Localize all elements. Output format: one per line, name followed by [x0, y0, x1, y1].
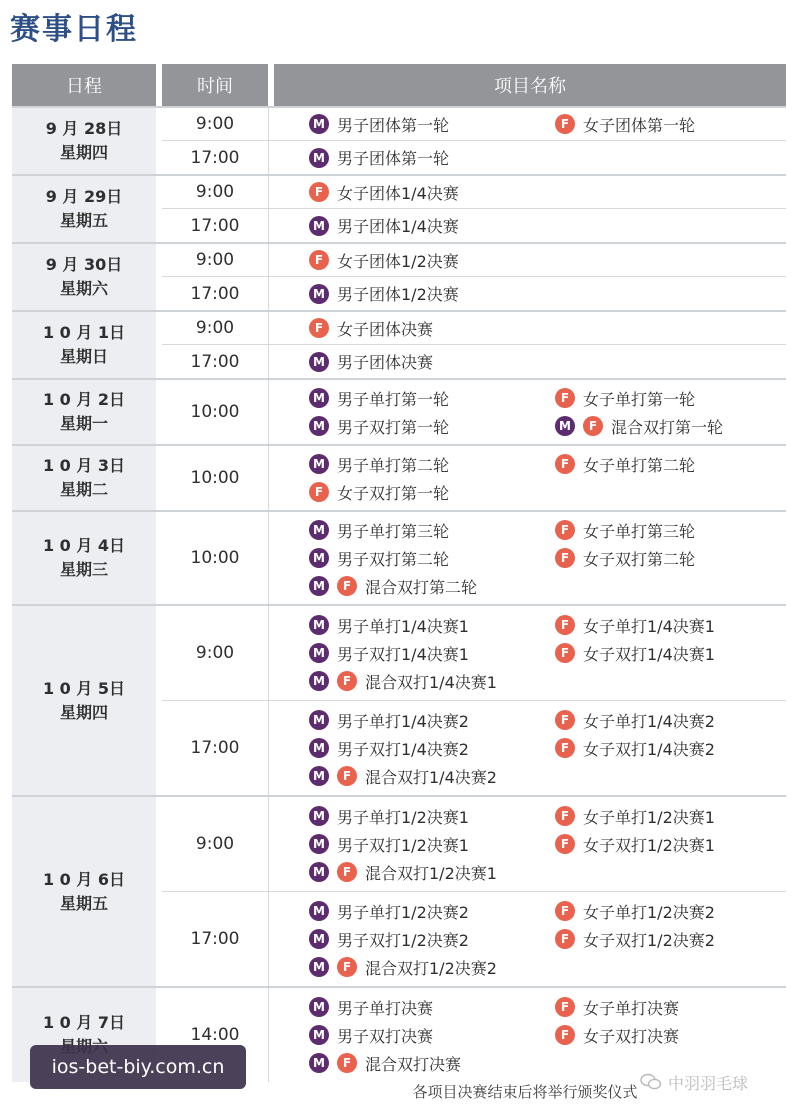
men-badge-icon: M — [309, 997, 329, 1017]
event-item — [555, 547, 695, 570]
event-line — [309, 858, 786, 886]
day-group — [12, 604, 786, 795]
event-item — [309, 833, 555, 856]
day-group — [12, 106, 786, 174]
event-item — [555, 900, 715, 923]
date-label: 1 0 月 4日 — [42, 536, 126, 555]
event-item — [309, 614, 555, 637]
events-cell — [269, 312, 786, 344]
events-cell — [269, 277, 786, 310]
date-label: 9 月 28日 — [45, 119, 123, 138]
event-line — [309, 478, 786, 506]
day-group — [12, 174, 786, 242]
time-cell: 14:00 — [162, 988, 269, 1082]
women-badge-icon: F — [309, 318, 329, 338]
event-line — [309, 734, 786, 762]
event-name: 女子团体1/2决赛 — [337, 251, 459, 271]
event-name: 男子团体决赛 — [337, 353, 434, 372]
watermark-account-name: 中羽羽毛球 — [668, 1073, 749, 1093]
event-name: 女子单打第二轮 — [583, 455, 696, 475]
men-badge-icon: M — [309, 1025, 329, 1045]
event-line — [309, 925, 786, 953]
event-item — [309, 547, 555, 570]
women-badge-icon: F — [555, 929, 575, 949]
event-item — [309, 1052, 555, 1075]
women-badge-icon: F — [555, 710, 575, 730]
event-item — [309, 415, 555, 438]
time-cell: 9:00 — [162, 797, 269, 891]
women-badge-icon: F — [555, 738, 575, 758]
event-name: 女子单打1/4决赛1 — [583, 616, 715, 636]
event-item — [555, 642, 715, 665]
events-cell — [269, 108, 786, 140]
event-item — [309, 146, 555, 169]
men-badge-icon: M — [309, 114, 329, 134]
time-slots — [162, 446, 786, 510]
men-badge-icon: M — [309, 615, 329, 635]
event-item — [555, 928, 715, 951]
men-badge-icon: M — [309, 901, 329, 921]
event-line — [309, 544, 786, 572]
schedule-table — [12, 64, 786, 1082]
event-name: 女子团体1/4决赛 — [337, 183, 459, 203]
women-badge-icon: F — [337, 862, 357, 882]
event-name: 男子单打1/4决赛2 — [337, 711, 469, 731]
day-group — [12, 795, 786, 986]
women-badge-icon: F — [555, 834, 575, 854]
event-name: 男子单打1/2决赛2 — [337, 902, 469, 922]
event-name: 男子单打1/4决赛1 — [337, 616, 469, 636]
women-badge-icon: F — [337, 1053, 357, 1073]
event-item — [555, 519, 695, 542]
men-badge-icon: M — [309, 671, 329, 691]
event-name: 女子双打1/2决赛1 — [583, 835, 715, 855]
time-slot — [162, 446, 786, 510]
men-badge-icon: M — [309, 834, 329, 854]
men-badge-icon: M — [309, 806, 329, 826]
event-item — [309, 575, 555, 598]
event-item — [555, 1024, 679, 1047]
weekday-label: 星期三 — [59, 560, 108, 579]
weekday-label: 星期日 — [59, 347, 108, 366]
event-name: 男子双打第一轮 — [337, 417, 450, 437]
event-line — [309, 178, 786, 206]
time-slot — [162, 380, 786, 444]
event-item — [309, 765, 555, 788]
women-badge-icon: F — [555, 114, 575, 134]
wechat-icon — [640, 1073, 662, 1091]
weekday-label: 星期四 — [59, 143, 108, 162]
events-cell — [269, 141, 786, 174]
table-header — [12, 64, 786, 106]
time-cell: 10:00 — [162, 512, 269, 604]
event-item — [309, 282, 555, 305]
event-line — [309, 762, 786, 790]
event-name: 混合双打决赛 — [365, 1054, 462, 1074]
women-badge-icon: F — [555, 643, 575, 663]
men-badge-icon: M — [555, 416, 575, 436]
events-cell — [269, 797, 786, 891]
men-badge-icon: M — [309, 738, 329, 758]
date-cell — [12, 312, 156, 378]
event-line — [309, 953, 786, 981]
event-line — [309, 1021, 786, 1049]
event-item — [309, 519, 555, 542]
men-badge-icon: M — [309, 1053, 329, 1073]
event-line — [309, 611, 786, 639]
day-group — [12, 378, 786, 444]
time-slot — [162, 606, 786, 700]
event-line — [309, 450, 786, 478]
women-badge-icon: F — [555, 548, 575, 568]
time-slot — [162, 512, 786, 604]
women-badge-icon: F — [555, 806, 575, 826]
event-item — [309, 805, 555, 828]
event-item — [309, 737, 555, 760]
event-item — [309, 481, 555, 504]
men-badge-icon: M — [309, 416, 329, 436]
event-item — [555, 453, 695, 476]
event-item — [555, 415, 723, 438]
event-item — [555, 996, 679, 1019]
event-item — [309, 642, 555, 665]
event-item — [309, 928, 555, 951]
event-item — [309, 670, 555, 693]
women-badge-icon: F — [309, 482, 329, 502]
event-line — [309, 802, 786, 830]
event-name: 男子双打1/2决赛1 — [337, 835, 469, 855]
time-cell: 17:00 — [162, 892, 269, 986]
table-body — [12, 106, 786, 1082]
date-cell — [12, 512, 156, 604]
time-cell: 10:00 — [162, 380, 269, 444]
event-line — [309, 572, 786, 600]
event-line — [309, 993, 786, 1021]
weekday-label: 星期五 — [59, 211, 108, 230]
time-slots — [162, 108, 786, 174]
event-item — [309, 709, 555, 732]
watermark-account — [640, 1070, 790, 1094]
event-name: 女子单打第三轮 — [583, 521, 696, 541]
event-line — [309, 144, 786, 172]
time-slot — [162, 700, 786, 795]
day-group — [12, 510, 786, 604]
women-badge-icon: F — [583, 416, 603, 436]
time-cell: 17:00 — [162, 209, 269, 242]
time-cell: 9:00 — [162, 244, 269, 276]
watermark-url: ios-bet-biy.com.cn — [30, 1045, 246, 1089]
time-cell: 9:00 — [162, 176, 269, 208]
date-label: 1 0 月 1日 — [42, 323, 126, 342]
women-badge-icon: F — [337, 671, 357, 691]
event-item — [555, 614, 715, 637]
date-cell — [12, 797, 156, 986]
men-badge-icon: M — [309, 929, 329, 949]
men-badge-icon: M — [309, 548, 329, 568]
event-name: 男子团体1/4决赛 — [337, 217, 459, 236]
time-slots — [162, 512, 786, 604]
women-badge-icon: F — [555, 1025, 575, 1045]
women-badge-icon: F — [337, 766, 357, 786]
event-item — [309, 996, 555, 1019]
event-item — [309, 113, 555, 136]
event-name: 男子双打决赛 — [337, 1026, 434, 1046]
women-badge-icon: F — [309, 250, 329, 270]
event-name: 男子单打第一轮 — [337, 389, 450, 409]
event-line — [309, 246, 786, 274]
date-cell — [12, 244, 156, 310]
time-slot — [162, 176, 786, 208]
header-date: 日程 — [12, 64, 156, 106]
women-badge-icon: F — [555, 454, 575, 474]
men-badge-icon: M — [309, 352, 329, 372]
page-title: 赛事日程 — [10, 12, 138, 47]
time-slot — [162, 140, 786, 174]
date-cell — [12, 108, 156, 174]
event-name: 女子团体第一轮 — [583, 115, 696, 135]
event-line — [309, 110, 786, 138]
time-slot — [162, 891, 786, 986]
time-slot — [162, 208, 786, 242]
event-item — [309, 387, 555, 410]
event-name: 女子双打第一轮 — [337, 483, 450, 503]
event-name: 女子单打1/4决赛2 — [583, 711, 715, 731]
event-item — [309, 350, 555, 373]
event-name: 男子单打1/2决赛1 — [337, 807, 469, 827]
event-line — [309, 314, 786, 342]
event-item — [555, 737, 715, 760]
men-badge-icon: M — [309, 766, 329, 786]
time-slots — [162, 244, 786, 310]
date-cell — [12, 380, 156, 444]
event-item — [309, 317, 555, 340]
weekday-label: 星期一 — [59, 414, 108, 433]
date-cell — [12, 176, 156, 242]
time-slots — [162, 312, 786, 378]
events-cell — [269, 701, 786, 795]
day-group — [12, 242, 786, 310]
event-item — [555, 387, 695, 410]
events-cell — [269, 988, 786, 1082]
event-name: 女子单打决赛 — [583, 998, 680, 1018]
event-line — [309, 348, 786, 376]
event-name: 男子团体第一轮 — [337, 115, 450, 135]
event-name: 女子单打1/2决赛1 — [583, 807, 715, 827]
date-label: 9 月 29日 — [45, 187, 123, 206]
time-slot — [162, 344, 786, 378]
header-events: 项目名称 — [274, 64, 786, 106]
men-badge-icon: M — [309, 216, 329, 236]
event-name: 混合双打1/2决赛2 — [365, 958, 497, 978]
event-name: 男子双打1/4决赛1 — [337, 644, 469, 664]
event-name: 女子单打1/2决赛2 — [583, 902, 715, 922]
event-line — [309, 897, 786, 925]
date-label: 1 0 月 5日 — [42, 678, 126, 698]
date-cell — [12, 446, 156, 510]
date-label: 9 月 30日 — [45, 255, 123, 274]
men-badge-icon: M — [309, 710, 329, 730]
time-cell: 17:00 — [162, 345, 269, 378]
time-cell: 10:00 — [162, 446, 269, 510]
event-name: 男子单打第二轮 — [337, 455, 450, 475]
event-name: 男子双打第二轮 — [337, 549, 450, 569]
event-name: 男子团体1/2决赛 — [337, 285, 459, 304]
event-line — [309, 667, 786, 695]
time-cell: 9:00 — [162, 108, 269, 140]
events-cell — [269, 209, 786, 242]
event-line — [309, 639, 786, 667]
header-time: 时间 — [162, 64, 268, 106]
time-slots — [162, 176, 786, 242]
time-slots — [162, 380, 786, 444]
women-badge-icon: F — [555, 615, 575, 635]
time-slots — [162, 988, 786, 1082]
men-badge-icon: M — [309, 957, 329, 977]
event-item — [555, 113, 695, 136]
time-slot — [162, 988, 786, 1082]
event-item — [309, 181, 555, 204]
time-slot — [162, 797, 786, 891]
date-label: 1 0 月 7日 — [42, 1013, 126, 1032]
events-cell — [269, 176, 786, 208]
event-line — [309, 516, 786, 544]
date-label: 1 0 月 6日 — [42, 869, 126, 889]
events-cell — [269, 892, 786, 986]
women-badge-icon: F — [337, 957, 357, 977]
events-cell — [269, 345, 786, 378]
event-item — [309, 900, 555, 923]
event-name: 女子单打第一轮 — [583, 389, 696, 409]
event-item — [555, 805, 715, 828]
men-badge-icon: M — [309, 643, 329, 663]
event-line — [309, 280, 786, 308]
date-cell — [12, 606, 156, 795]
time-cell: 9:00 — [162, 606, 269, 700]
women-badge-icon: F — [555, 388, 575, 408]
event-name: 女子团体决赛 — [337, 319, 434, 339]
event-item — [555, 709, 715, 732]
women-badge-icon: F — [309, 182, 329, 202]
time-cell: 9:00 — [162, 312, 269, 344]
men-badge-icon: M — [309, 862, 329, 882]
event-item — [309, 1024, 555, 1047]
event-name: 男子单打决赛 — [337, 998, 434, 1018]
event-item — [309, 861, 555, 884]
event-name: 女子双打1/4决赛2 — [583, 739, 715, 759]
weekday-label: 星期五 — [59, 893, 108, 913]
time-slot — [162, 276, 786, 310]
event-item — [309, 453, 555, 476]
event-name: 女子双打决赛 — [583, 1026, 680, 1046]
date-label: 1 0 月 2日 — [42, 390, 126, 409]
event-item — [309, 956, 555, 979]
event-line — [309, 384, 786, 412]
day-group — [12, 310, 786, 378]
event-name: 女子双打1/2决赛2 — [583, 930, 715, 950]
women-badge-icon: F — [337, 576, 357, 596]
time-cell: 17:00 — [162, 701, 269, 795]
men-badge-icon: M — [309, 388, 329, 408]
event-name: 男子双打1/4决赛2 — [337, 739, 469, 759]
men-badge-icon: M — [309, 576, 329, 596]
men-badge-icon: M — [309, 284, 329, 304]
men-badge-icon: M — [309, 454, 329, 474]
event-name: 混合双打第二轮 — [365, 577, 478, 597]
events-cell — [269, 244, 786, 276]
event-line — [309, 830, 786, 858]
event-name: 混合双打1/2决赛1 — [365, 863, 497, 883]
event-line — [309, 412, 786, 440]
events-cell — [269, 380, 786, 444]
event-name: 男子双打1/2决赛2 — [337, 930, 469, 950]
time-slot — [162, 244, 786, 276]
event-line — [309, 212, 786, 240]
event-name: 混合双打1/4决赛2 — [365, 767, 497, 787]
date-label: 1 0 月 3日 — [42, 456, 126, 475]
women-badge-icon: F — [555, 997, 575, 1017]
event-name: 男子团体第一轮 — [337, 149, 450, 168]
time-cell: 17:00 — [162, 141, 269, 174]
event-item — [309, 214, 555, 237]
time-slots — [162, 797, 786, 986]
time-cell: 17:00 — [162, 277, 269, 310]
weekday-label: 星期六 — [59, 279, 108, 298]
footer-note: 各项目决赛结束后将举行颁奖仪式 — [412, 1083, 638, 1101]
weekday-label: 星期四 — [59, 702, 108, 722]
event-name: 混合双打1/4决赛1 — [365, 672, 497, 692]
event-item — [309, 249, 555, 272]
event-name: 男子单打第三轮 — [337, 521, 450, 541]
event-item — [555, 833, 715, 856]
events-cell — [269, 606, 786, 700]
event-line — [309, 706, 786, 734]
time-slots — [162, 606, 786, 795]
day-group — [12, 444, 786, 510]
women-badge-icon: F — [555, 901, 575, 921]
event-name: 混合双打第一轮 — [611, 417, 724, 437]
women-badge-icon: F — [555, 520, 575, 540]
time-slot — [162, 108, 786, 140]
weekday-label: 星期二 — [59, 480, 108, 499]
events-cell — [269, 512, 786, 604]
events-cell — [269, 446, 786, 510]
time-slot — [162, 312, 786, 344]
event-name: 女子双打1/4决赛1 — [583, 644, 715, 664]
men-badge-icon: M — [309, 148, 329, 168]
men-badge-icon: M — [309, 520, 329, 540]
event-name: 女子双打第二轮 — [583, 549, 696, 569]
